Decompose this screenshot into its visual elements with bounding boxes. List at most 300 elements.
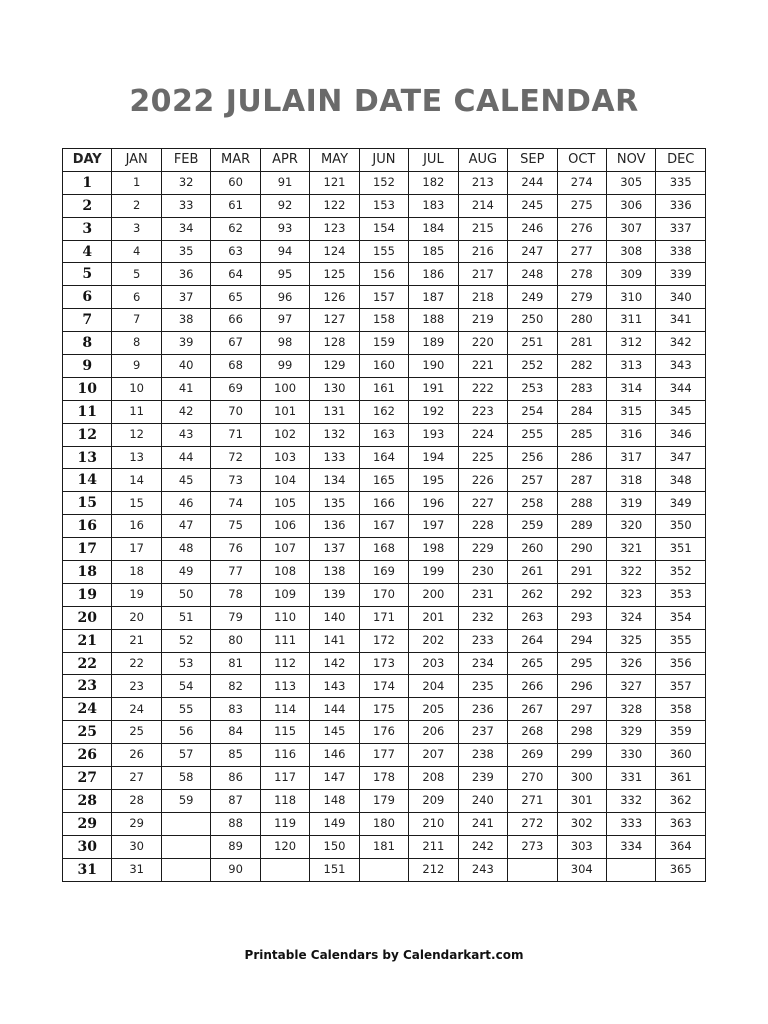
julian-cell-apr: 103 (260, 446, 309, 469)
julian-cell-sep: 261 (508, 561, 557, 584)
julian-cell-nov: 317 (606, 446, 655, 469)
day-number-cell: 31 (63, 858, 112, 881)
julian-cell-mar: 67 (211, 332, 260, 355)
julian-cell-may: 140 (310, 606, 359, 629)
page-title: 2022 JULAIN DATE CALENDAR (129, 84, 639, 119)
julian-cell-feb: 58 (161, 767, 210, 790)
table-row (63, 377, 706, 400)
julian-cell-dec: 364 (656, 835, 706, 858)
julian-cell-oct: 281 (557, 332, 606, 355)
table-row (63, 423, 706, 446)
table-row (63, 309, 706, 332)
month-header-jul: JUL (409, 149, 458, 172)
julian-cell-aug: 223 (458, 400, 507, 423)
julian-cell-apr: 93 (260, 217, 309, 240)
julian-cell-jun: 165 (359, 469, 408, 492)
julian-cell-mar: 68 (211, 355, 260, 378)
day-number-cell: 9 (63, 355, 112, 378)
julian-cell-dec: 362 (656, 789, 706, 812)
julian-cell-may: 150 (310, 835, 359, 858)
julian-cell-jul: 182 (409, 171, 458, 194)
julian-cell-feb: 49 (161, 561, 210, 584)
julian-cell-apr: 95 (260, 263, 309, 286)
julian-cell-oct: 303 (557, 835, 606, 858)
julian-cell-jan: 1 (112, 171, 161, 194)
julian-cell-dec: 347 (656, 446, 706, 469)
julian-cell-may: 135 (310, 492, 359, 515)
julian-cell-dec: 360 (656, 744, 706, 767)
day-number-cell: 15 (63, 492, 112, 515)
julian-cell-oct: 302 (557, 812, 606, 835)
julian-cell-oct: 278 (557, 263, 606, 286)
julian-cell-oct: 286 (557, 446, 606, 469)
julian-cell-feb: 55 (161, 698, 210, 721)
julian-cell-aug: 237 (458, 721, 507, 744)
julian-cell-jun: 167 (359, 515, 408, 538)
julian-cell-jan: 22 (112, 652, 161, 675)
julian-cell-nov: 321 (606, 538, 655, 561)
month-header-nov: NOV (606, 149, 655, 172)
julian-cell-aug: 217 (458, 263, 507, 286)
julian-cell-sep: 254 (508, 400, 557, 423)
julian-cell-may: 121 (310, 171, 359, 194)
julian-cell-sep: 263 (508, 606, 557, 629)
julian-cell-may: 136 (310, 515, 359, 538)
julian-cell-may: 151 (310, 858, 359, 881)
julian-cell-aug: 218 (458, 286, 507, 309)
julian-cell-feb (161, 835, 210, 858)
julian-cell-oct: 295 (557, 652, 606, 675)
julian-cell-nov: 328 (606, 698, 655, 721)
julian-cell-may: 137 (310, 538, 359, 561)
julian-cell-jun (359, 858, 408, 881)
julian-cell-apr: 112 (260, 652, 309, 675)
julian-cell-may: 126 (310, 286, 359, 309)
julian-cell-jan: 13 (112, 446, 161, 469)
table-row (63, 446, 706, 469)
julian-cell-mar: 75 (211, 515, 260, 538)
julian-cell-aug: 214 (458, 194, 507, 217)
julian-cell-sep: 252 (508, 355, 557, 378)
julian-cell-jan: 28 (112, 789, 161, 812)
julian-cell-jan: 3 (112, 217, 161, 240)
julian-cell-dec: 349 (656, 492, 706, 515)
day-number-cell: 24 (63, 698, 112, 721)
julian-cell-jul: 204 (409, 675, 458, 698)
julian-cell-jul: 211 (409, 835, 458, 858)
table-row (63, 767, 706, 790)
julian-cell-may: 124 (310, 240, 359, 263)
julian-cell-sep: 249 (508, 286, 557, 309)
julian-cell-may: 148 (310, 789, 359, 812)
julian-cell-sep: 270 (508, 767, 557, 790)
julian-cell-sep: 257 (508, 469, 557, 492)
julian-cell-jul: 187 (409, 286, 458, 309)
julian-cell-sep: 246 (508, 217, 557, 240)
julian-cell-feb: 48 (161, 538, 210, 561)
julian-cell-mar: 82 (211, 675, 260, 698)
julian-cell-oct: 304 (557, 858, 606, 881)
julian-cell-sep: 253 (508, 377, 557, 400)
julian-cell-sep: 260 (508, 538, 557, 561)
julian-cell-mar: 79 (211, 606, 260, 629)
julian-cell-feb: 36 (161, 263, 210, 286)
julian-cell-feb: 51 (161, 606, 210, 629)
day-number-cell: 10 (63, 377, 112, 400)
julian-cell-jun: 159 (359, 332, 408, 355)
julian-cell-dec: 358 (656, 698, 706, 721)
julian-cell-mar: 74 (211, 492, 260, 515)
julian-cell-sep: 248 (508, 263, 557, 286)
julian-cell-aug: 242 (458, 835, 507, 858)
julian-cell-aug: 221 (458, 355, 507, 378)
julian-cell-nov: 314 (606, 377, 655, 400)
julian-cell-jun: 158 (359, 309, 408, 332)
calendar-body (63, 171, 706, 881)
julian-cell-jan: 19 (112, 583, 161, 606)
julian-cell-feb: 38 (161, 309, 210, 332)
julian-cell-oct: 280 (557, 309, 606, 332)
julian-cell-aug: 240 (458, 789, 507, 812)
julian-cell-jun: 162 (359, 400, 408, 423)
julian-cell-may: 143 (310, 675, 359, 698)
julian-cell-jun: 154 (359, 217, 408, 240)
julian-cell-feb: 59 (161, 789, 210, 812)
julian-cell-jun: 164 (359, 446, 408, 469)
julian-cell-mar: 60 (211, 171, 260, 194)
day-number-cell: 19 (63, 583, 112, 606)
day-number-cell: 26 (63, 744, 112, 767)
julian-cell-feb: 57 (161, 744, 210, 767)
julian-cell-may: 131 (310, 400, 359, 423)
julian-cell-sep: 271 (508, 789, 557, 812)
julian-cell-jul: 209 (409, 789, 458, 812)
julian-cell-jul: 195 (409, 469, 458, 492)
julian-cell-apr: 101 (260, 400, 309, 423)
julian-cell-dec: 346 (656, 423, 706, 446)
julian-cell-sep (508, 858, 557, 881)
julian-cell-jan: 17 (112, 538, 161, 561)
julian-cell-dec: 363 (656, 812, 706, 835)
julian-cell-oct: 298 (557, 721, 606, 744)
julian-cell-may: 125 (310, 263, 359, 286)
julian-cell-oct: 288 (557, 492, 606, 515)
julian-cell-aug: 226 (458, 469, 507, 492)
julian-cell-oct: 290 (557, 538, 606, 561)
month-header-aug: AUG (458, 149, 507, 172)
julian-cell-jul: 183 (409, 194, 458, 217)
julian-cell-feb: 46 (161, 492, 210, 515)
julian-cell-sep: 244 (508, 171, 557, 194)
julian-cell-jul: 206 (409, 721, 458, 744)
header-row (63, 149, 706, 172)
julian-cell-nov: 319 (606, 492, 655, 515)
julian-cell-dec: 339 (656, 263, 706, 286)
julian-cell-mar: 77 (211, 561, 260, 584)
footer-credit: Printable Calendars by Calendarkart.com (244, 948, 524, 962)
table-row (63, 332, 706, 355)
julian-cell-jul: 193 (409, 423, 458, 446)
julian-cell-nov: 309 (606, 263, 655, 286)
julian-cell-feb: 35 (161, 240, 210, 263)
julian-cell-may: 147 (310, 767, 359, 790)
julian-cell-jul: 189 (409, 332, 458, 355)
julian-cell-jul: 198 (409, 538, 458, 561)
julian-cell-feb: 43 (161, 423, 210, 446)
julian-cell-jul: 194 (409, 446, 458, 469)
month-header-feb: FEB (161, 149, 210, 172)
julian-cell-oct: 279 (557, 286, 606, 309)
julian-cell-oct: 296 (557, 675, 606, 698)
julian-cell-dec: 361 (656, 767, 706, 790)
julian-cell-mar: 69 (211, 377, 260, 400)
julian-cell-nov: 310 (606, 286, 655, 309)
julian-cell-nov: 306 (606, 194, 655, 217)
julian-cell-nov: 330 (606, 744, 655, 767)
julian-cell-may: 134 (310, 469, 359, 492)
julian-cell-oct: 301 (557, 789, 606, 812)
day-number-cell: 18 (63, 561, 112, 584)
julian-cell-feb: 37 (161, 286, 210, 309)
julian-cell-apr: 117 (260, 767, 309, 790)
julian-cell-feb: 56 (161, 721, 210, 744)
julian-cell-sep: 247 (508, 240, 557, 263)
julian-cell-nov: 333 (606, 812, 655, 835)
julian-cell-apr: 100 (260, 377, 309, 400)
julian-cell-aug: 228 (458, 515, 507, 538)
julian-cell-oct: 291 (557, 561, 606, 584)
julian-cell-jan: 16 (112, 515, 161, 538)
table-row (63, 789, 706, 812)
table-row (63, 217, 706, 240)
month-header-dec: DEC (656, 149, 706, 172)
day-number-cell: 23 (63, 675, 112, 698)
julian-cell-may: 130 (310, 377, 359, 400)
julian-cell-oct: 287 (557, 469, 606, 492)
julian-cell-may: 145 (310, 721, 359, 744)
julian-cell-aug: 220 (458, 332, 507, 355)
julian-cell-nov: 320 (606, 515, 655, 538)
julian-cell-dec: 357 (656, 675, 706, 698)
julian-cell-oct: 292 (557, 583, 606, 606)
julian-cell-feb: 44 (161, 446, 210, 469)
julian-cell-feb: 53 (161, 652, 210, 675)
julian-cell-jun: 161 (359, 377, 408, 400)
julian-cell-jan: 23 (112, 675, 161, 698)
julian-cell-sep: 268 (508, 721, 557, 744)
julian-cell-feb: 47 (161, 515, 210, 538)
julian-cell-oct: 299 (557, 744, 606, 767)
julian-cell-aug: 225 (458, 446, 507, 469)
table-row (63, 583, 706, 606)
table-row (63, 835, 706, 858)
julian-cell-feb: 41 (161, 377, 210, 400)
julian-cell-sep: 267 (508, 698, 557, 721)
julian-cell-dec: 338 (656, 240, 706, 263)
julian-cell-jan: 27 (112, 767, 161, 790)
julian-cell-mar: 71 (211, 423, 260, 446)
julian-cell-jun: 179 (359, 789, 408, 812)
julian-cell-jul: 212 (409, 858, 458, 881)
day-number-cell: 25 (63, 721, 112, 744)
julian-cell-nov: 322 (606, 561, 655, 584)
julian-cell-apr: 99 (260, 355, 309, 378)
julian-cell-jul: 207 (409, 744, 458, 767)
julian-cell-apr: 118 (260, 789, 309, 812)
julian-cell-apr: 97 (260, 309, 309, 332)
day-number-cell: 4 (63, 240, 112, 263)
julian-cell-jul: 200 (409, 583, 458, 606)
julian-cell-mar: 81 (211, 652, 260, 675)
julian-cell-may: 139 (310, 583, 359, 606)
julian-cell-aug: 232 (458, 606, 507, 629)
julian-cell-oct: 300 (557, 767, 606, 790)
julian-cell-mar: 63 (211, 240, 260, 263)
julian-cell-mar: 66 (211, 309, 260, 332)
julian-cell-feb: 54 (161, 675, 210, 698)
julian-cell-mar: 80 (211, 629, 260, 652)
julian-cell-jul: 199 (409, 561, 458, 584)
julian-cell-oct: 283 (557, 377, 606, 400)
julian-cell-apr: 109 (260, 583, 309, 606)
table-row (63, 492, 706, 515)
julian-cell-jul: 192 (409, 400, 458, 423)
julian-cell-aug: 222 (458, 377, 507, 400)
julian-cell-jan: 20 (112, 606, 161, 629)
day-number-cell: 17 (63, 538, 112, 561)
julian-cell-jul: 201 (409, 606, 458, 629)
julian-cell-aug: 239 (458, 767, 507, 790)
julian-cell-aug: 234 (458, 652, 507, 675)
julian-cell-feb: 39 (161, 332, 210, 355)
julian-cell-sep: 272 (508, 812, 557, 835)
julian-cell-mar: 65 (211, 286, 260, 309)
day-column-header: DAY (63, 149, 112, 172)
julian-cell-jun: 160 (359, 355, 408, 378)
julian-cell-jan: 30 (112, 835, 161, 858)
julian-cell-jul: 208 (409, 767, 458, 790)
julian-cell-jul: 186 (409, 263, 458, 286)
julian-cell-oct: 294 (557, 629, 606, 652)
table-row (63, 858, 706, 881)
julian-cell-may: 128 (310, 332, 359, 355)
julian-cell-jan: 29 (112, 812, 161, 835)
table-row (63, 194, 706, 217)
julian-cell-nov: 323 (606, 583, 655, 606)
day-number-cell: 30 (63, 835, 112, 858)
julian-cell-oct: 285 (557, 423, 606, 446)
julian-cell-aug: 229 (458, 538, 507, 561)
julian-cell-jun: 157 (359, 286, 408, 309)
julian-cell-nov: 316 (606, 423, 655, 446)
julian-cell-jan: 12 (112, 423, 161, 446)
julian-cell-aug: 231 (458, 583, 507, 606)
table-row (63, 469, 706, 492)
julian-cell-dec: 351 (656, 538, 706, 561)
julian-cell-jun: 181 (359, 835, 408, 858)
table-row (63, 263, 706, 286)
table-row (63, 812, 706, 835)
day-number-cell: 14 (63, 469, 112, 492)
julian-cell-jun: 171 (359, 606, 408, 629)
day-number-cell: 27 (63, 767, 112, 790)
julian-cell-dec: 359 (656, 721, 706, 744)
julian-cell-apr (260, 858, 309, 881)
table-row (63, 400, 706, 423)
julian-cell-apr: 107 (260, 538, 309, 561)
julian-cell-oct: 284 (557, 400, 606, 423)
julian-cell-sep: 273 (508, 835, 557, 858)
julian-cell-mar: 87 (211, 789, 260, 812)
julian-cell-dec: 356 (656, 652, 706, 675)
julian-cell-aug: 236 (458, 698, 507, 721)
table-row (63, 698, 706, 721)
julian-cell-apr: 119 (260, 812, 309, 835)
julian-cell-feb: 45 (161, 469, 210, 492)
julian-cell-jun: 177 (359, 744, 408, 767)
julian-cell-may: 142 (310, 652, 359, 675)
table-row (63, 652, 706, 675)
table-row (63, 355, 706, 378)
julian-cell-apr: 116 (260, 744, 309, 767)
julian-cell-sep: 258 (508, 492, 557, 515)
julian-cell-sep: 250 (508, 309, 557, 332)
julian-cell-sep: 269 (508, 744, 557, 767)
julian-cell-oct: 289 (557, 515, 606, 538)
julian-cell-jul: 191 (409, 377, 458, 400)
julian-cell-dec: 344 (656, 377, 706, 400)
day-number-cell: 20 (63, 606, 112, 629)
julian-cell-feb: 34 (161, 217, 210, 240)
julian-cell-oct: 276 (557, 217, 606, 240)
julian-cell-aug: 219 (458, 309, 507, 332)
julian-cell-jan: 5 (112, 263, 161, 286)
day-number-cell: 1 (63, 171, 112, 194)
julian-cell-mar: 70 (211, 400, 260, 423)
julian-cell-sep: 266 (508, 675, 557, 698)
julian-cell-jun: 174 (359, 675, 408, 698)
julian-cell-feb: 42 (161, 400, 210, 423)
julian-cell-may: 138 (310, 561, 359, 584)
julian-cell-jul: 190 (409, 355, 458, 378)
julian-cell-apr: 111 (260, 629, 309, 652)
month-header-sep: SEP (508, 149, 557, 172)
julian-cell-nov: 325 (606, 629, 655, 652)
julian-cell-mar: 83 (211, 698, 260, 721)
month-header-jan: JAN (112, 149, 161, 172)
julian-cell-jun: 153 (359, 194, 408, 217)
table-row (63, 538, 706, 561)
julian-cell-jun: 152 (359, 171, 408, 194)
julian-cell-jan: 2 (112, 194, 161, 217)
julian-cell-aug: 235 (458, 675, 507, 698)
day-number-cell: 16 (63, 515, 112, 538)
julian-cell-jan: 4 (112, 240, 161, 263)
julian-cell-feb: 33 (161, 194, 210, 217)
julian-cell-aug: 243 (458, 858, 507, 881)
julian-cell-nov (606, 858, 655, 881)
julian-calendar-table (62, 148, 706, 882)
julian-cell-mar: 84 (211, 721, 260, 744)
day-number-cell: 7 (63, 309, 112, 332)
julian-cell-oct: 274 (557, 171, 606, 194)
julian-cell-apr: 91 (260, 171, 309, 194)
julian-cell-may: 127 (310, 309, 359, 332)
julian-cell-jan: 24 (112, 698, 161, 721)
julian-cell-jan: 15 (112, 492, 161, 515)
julian-cell-aug: 213 (458, 171, 507, 194)
julian-cell-jun: 180 (359, 812, 408, 835)
